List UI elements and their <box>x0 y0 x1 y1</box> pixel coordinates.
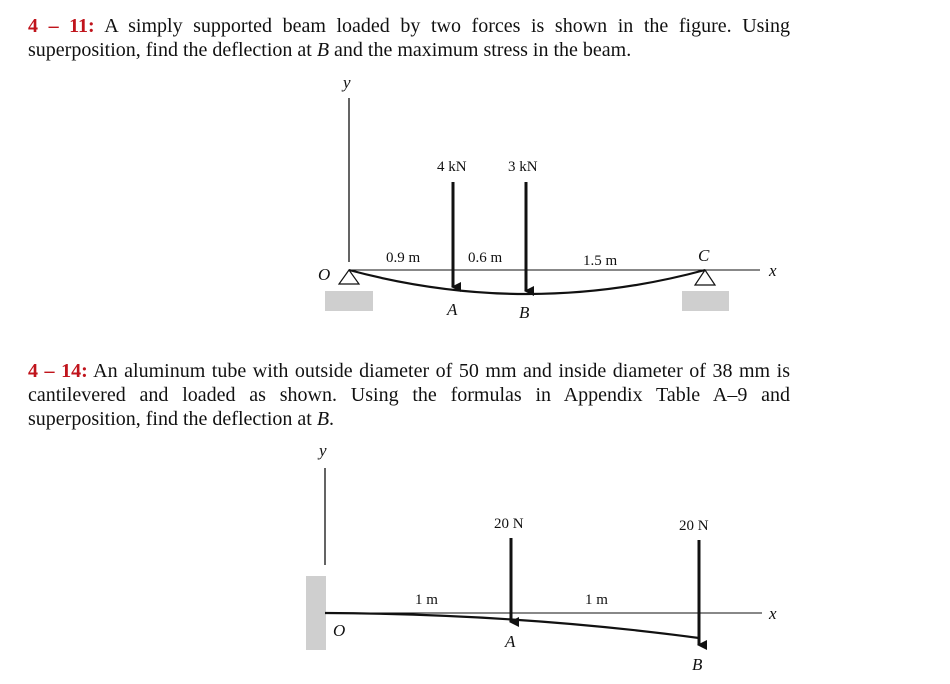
problem-4-14-text-part-1: An aluminum tube with outside diameter of 50 mm and inside diameter of 38 mm is cantilevered and loaded as shown. Using the formulas in Appendix Table A–9 and superposition, find the deflection at <box>28 360 790 430</box>
fig2-dim-1m-first: 1 m <box>415 592 438 608</box>
problem-4-11-text-part-2: and the maximum stress in the beam. <box>329 39 632 61</box>
fig1-point-c: C <box>698 246 710 265</box>
fig2-point-b: B <box>692 655 703 674</box>
fig1-dim-1.5m: 1.5 m <box>583 253 618 269</box>
fig1-dim-0.9m: 0.9 m <box>386 250 421 266</box>
fig2-fixed-wall <box>306 576 326 650</box>
problem-4-11-var-b: B <box>316 39 330 61</box>
problem-4-14-text-part-2: . <box>329 408 335 430</box>
fig1-point-a: A <box>447 300 458 319</box>
fig1-point-b: B <box>519 303 530 322</box>
fig1-x-axis-label: x <box>769 261 777 280</box>
fig1-dim-0.6m: 0.6 m <box>468 250 503 266</box>
problem-4-14-number: 4 – 14: <box>28 360 88 382</box>
problem-4-14-var-b: B <box>316 408 330 430</box>
fig2-point-a: A <box>505 632 516 651</box>
fig1-y-axis-label: y <box>343 73 351 92</box>
fig2-force-a-label: 20 N <box>494 516 524 532</box>
problem-4-11-text-part-1: A simply supported beam loaded by two forces is shown in the figure. Using superposition, find the deflection at <box>28 15 790 61</box>
fig2-y-axis-label: y <box>319 441 327 460</box>
fig1-force-4kn-label: 4 kN <box>437 159 467 175</box>
fig2-origin-label: O <box>333 621 346 640</box>
fig2-force-b-label: 20 N <box>679 518 709 534</box>
fig1-origin-label: O <box>318 265 331 284</box>
fig2-x-axis-label: x <box>769 604 777 623</box>
fig1-force-3kn-label: 3 kN <box>508 159 538 175</box>
fig2-dim-1m-second: 1 m <box>585 592 608 608</box>
problem-4-11-number: 4 – 11: <box>28 15 95 37</box>
